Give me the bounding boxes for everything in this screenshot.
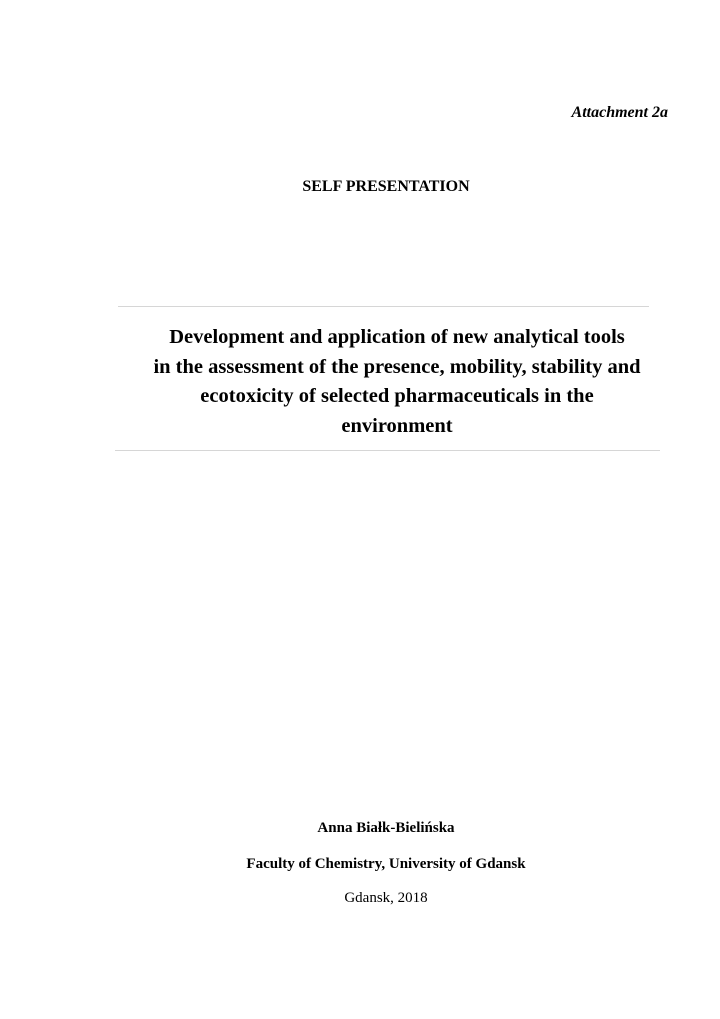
title-line: environment bbox=[341, 414, 453, 437]
title-bottom-divider bbox=[115, 450, 660, 451]
title-line: Development and application of new analytical tools bbox=[169, 326, 625, 348]
title-top-divider bbox=[118, 306, 649, 307]
title-line: in the assessment of the presence, mobility, stability and bbox=[153, 355, 641, 378]
author-affiliation: Faculty of Chemistry, University of Gdansk bbox=[246, 856, 526, 872]
attachment-label: Attachment 2a bbox=[571, 104, 668, 121]
author-name: Anna Białk-Bielińska bbox=[317, 820, 455, 836]
title-line: ecotoxicity of selected pharmaceuticals in the bbox=[200, 385, 594, 407]
document-title bbox=[115, 323, 679, 441]
place-and-date: Gdansk, 2018 bbox=[344, 890, 428, 906]
document-type-heading: SELF PRESENTATION bbox=[302, 178, 470, 195]
